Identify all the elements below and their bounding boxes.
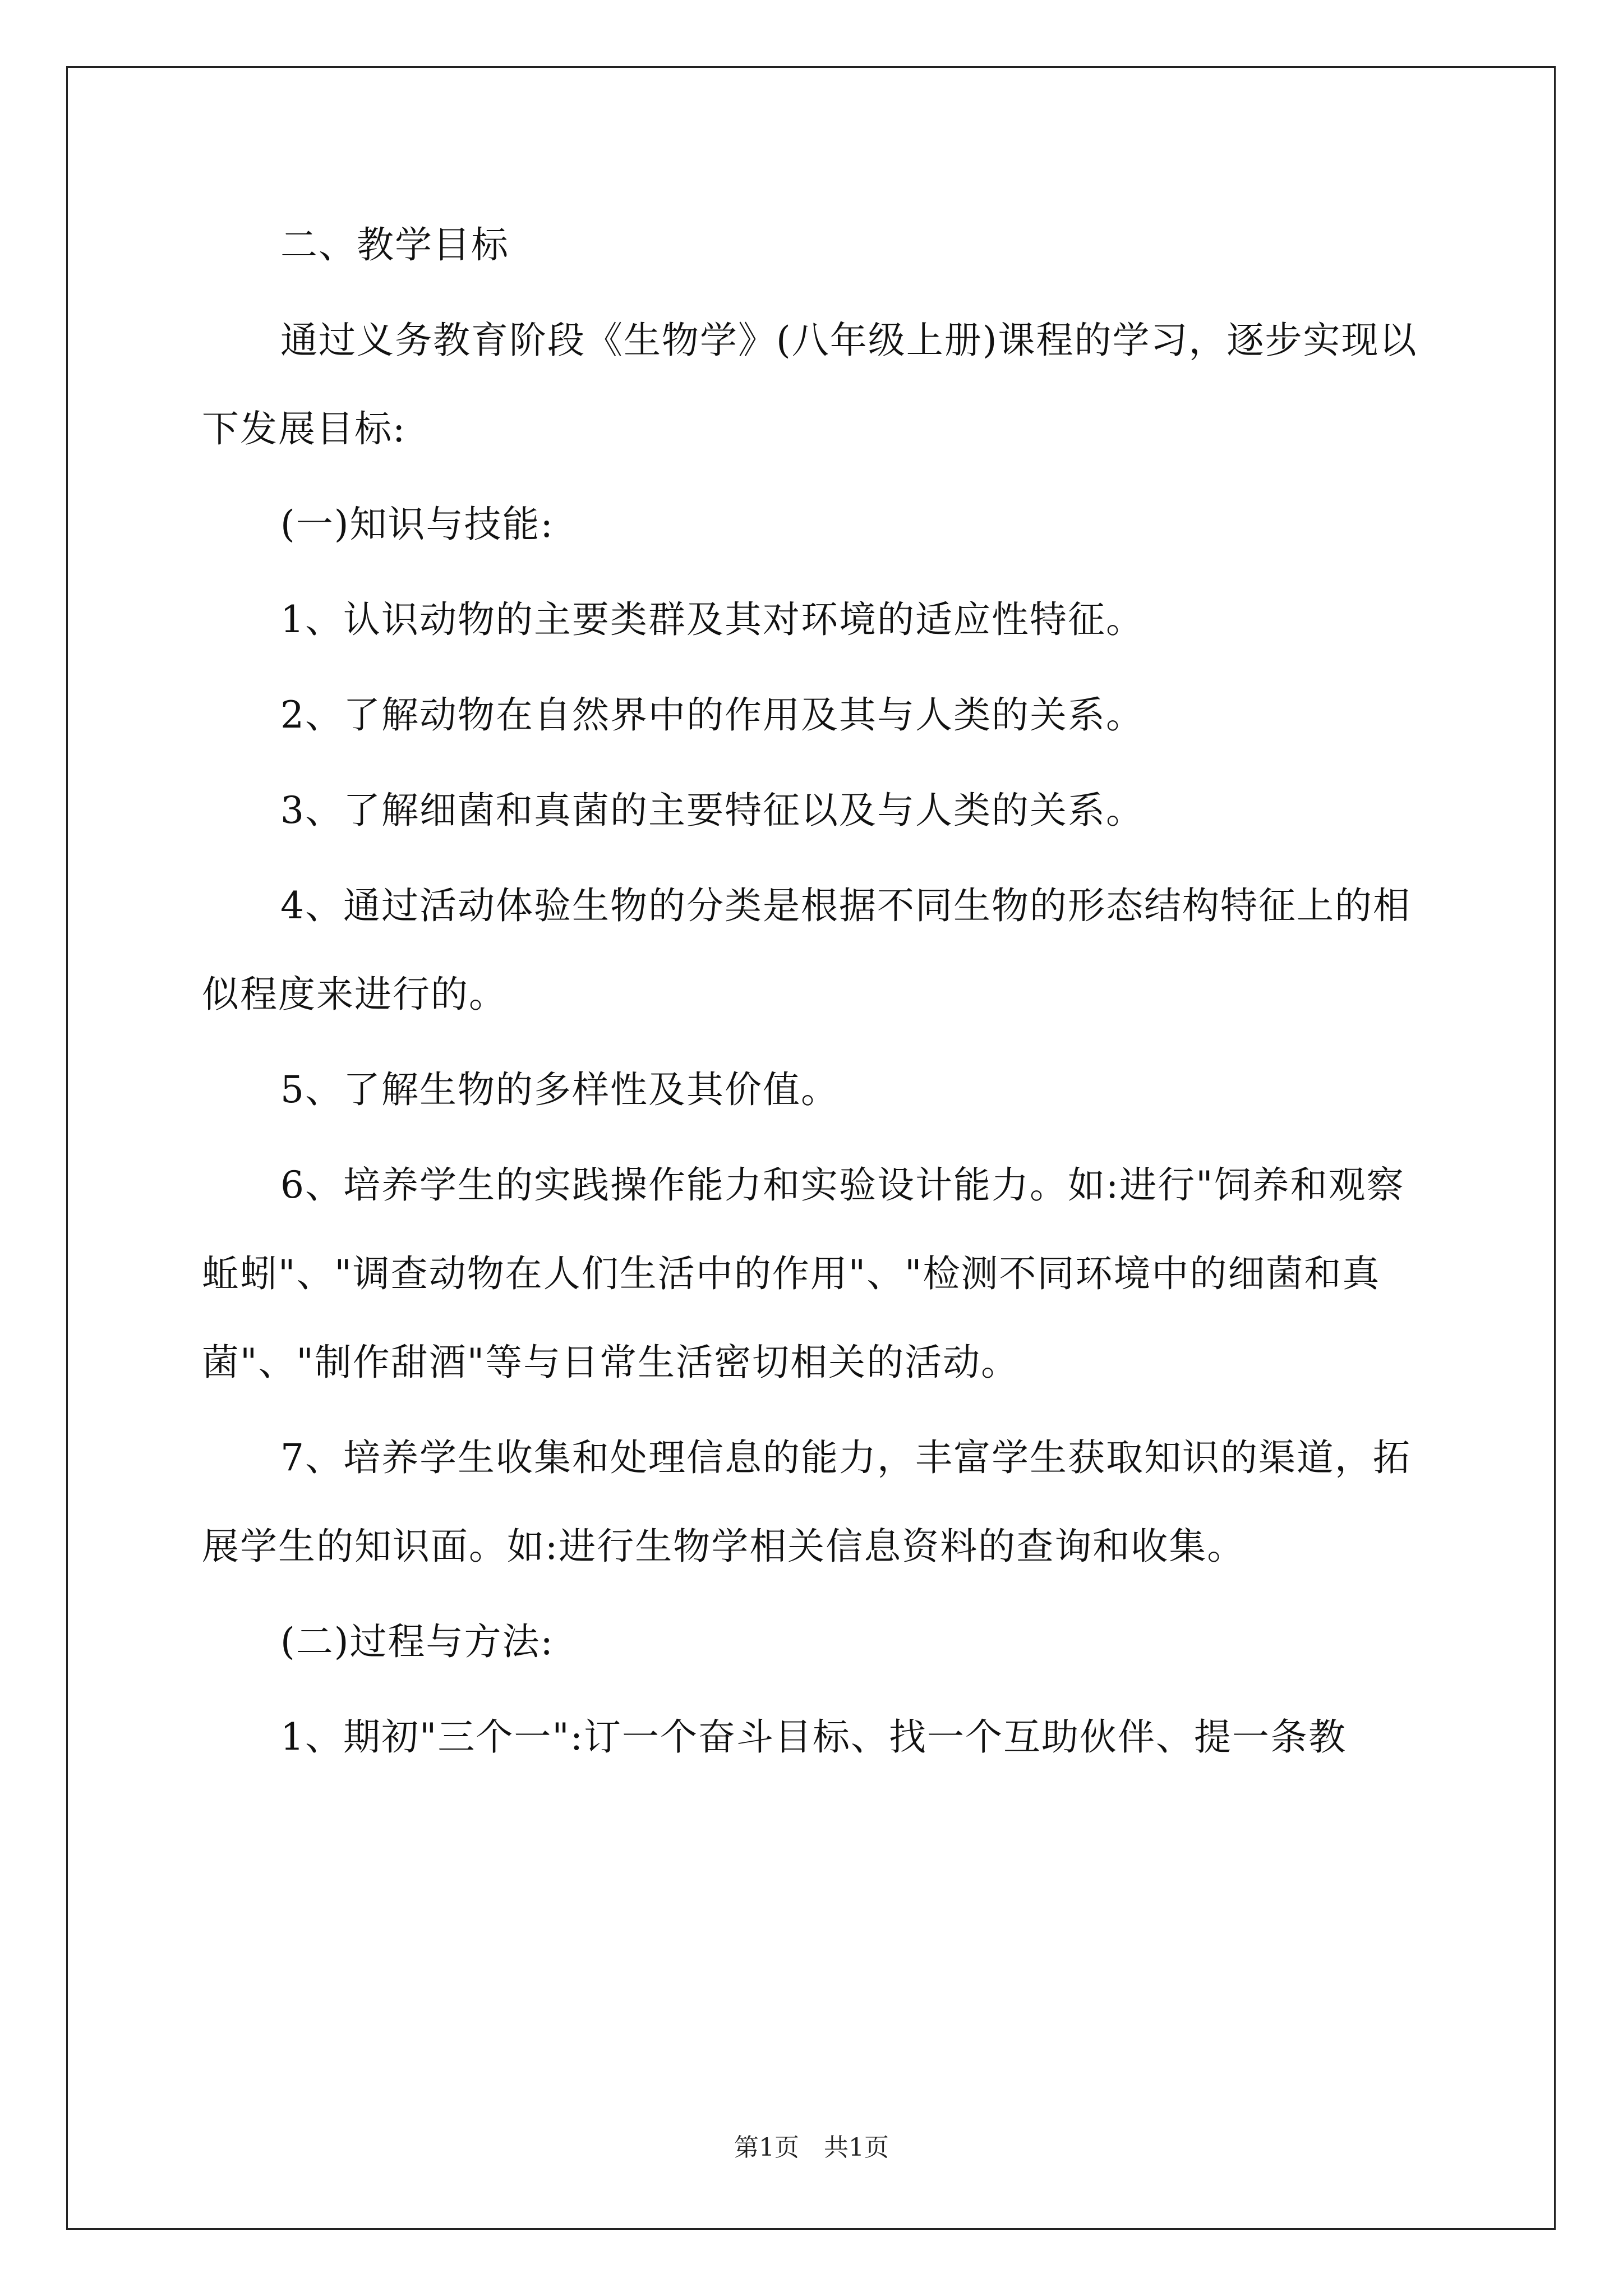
list-item-7: 7、培养学生收集和处理信息的能力，丰富学生获取知识的渠道，拓展学生的知识面。如:进行生物学相关信息资料的查询和收集。 (202, 1436, 1411, 1568)
intro-paragraph: 通过义务教育阶段《生物学》(八年级上册)课程的学习，逐步实现以下发展目标: (202, 319, 1418, 450)
section-heading: 二、教学目标 (280, 223, 509, 266)
list-item-process-1: 1、期初"三个一":订一个奋斗目标、找一个互助伙伴、提一条教 (280, 1715, 1347, 1759)
list-item-1: 1、认识动物的主要类群及其对环境的适应性特征。 (280, 598, 1144, 641)
subsection-heading-knowledge: (一)知识与技能: (280, 503, 554, 546)
page-footer: 第1页 共1页 (734, 2133, 889, 2162)
list-item-6: 6、培养学生的实践操作能力和实验设计能力。如:进行"饲养和观察蚯蚓"、"调查动物在人们生活中的作用"、"检测不同环境中的细菌和真菌"、"制作甜酒"等与日常生活密切相关的活动。 (202, 1163, 1405, 1384)
list-item-2: 2、了解动物在自然界中的作用及其与人类的关系。 (280, 693, 1144, 737)
subsection-heading-process: (二)过程与方法: (280, 1620, 554, 1663)
document-body (202, 201, 1424, 1788)
list-item-3: 3、了解细菌和真菌的主要特征以及与人类的关系。 (280, 789, 1144, 832)
list-item-4: 4、通过活动体验生物的分类是根据不同生物的形态结构特征上的相似程度来进行的。 (202, 884, 1411, 1016)
list-item-5: 5、了解生物的多样性及其价值。 (280, 1068, 839, 1111)
